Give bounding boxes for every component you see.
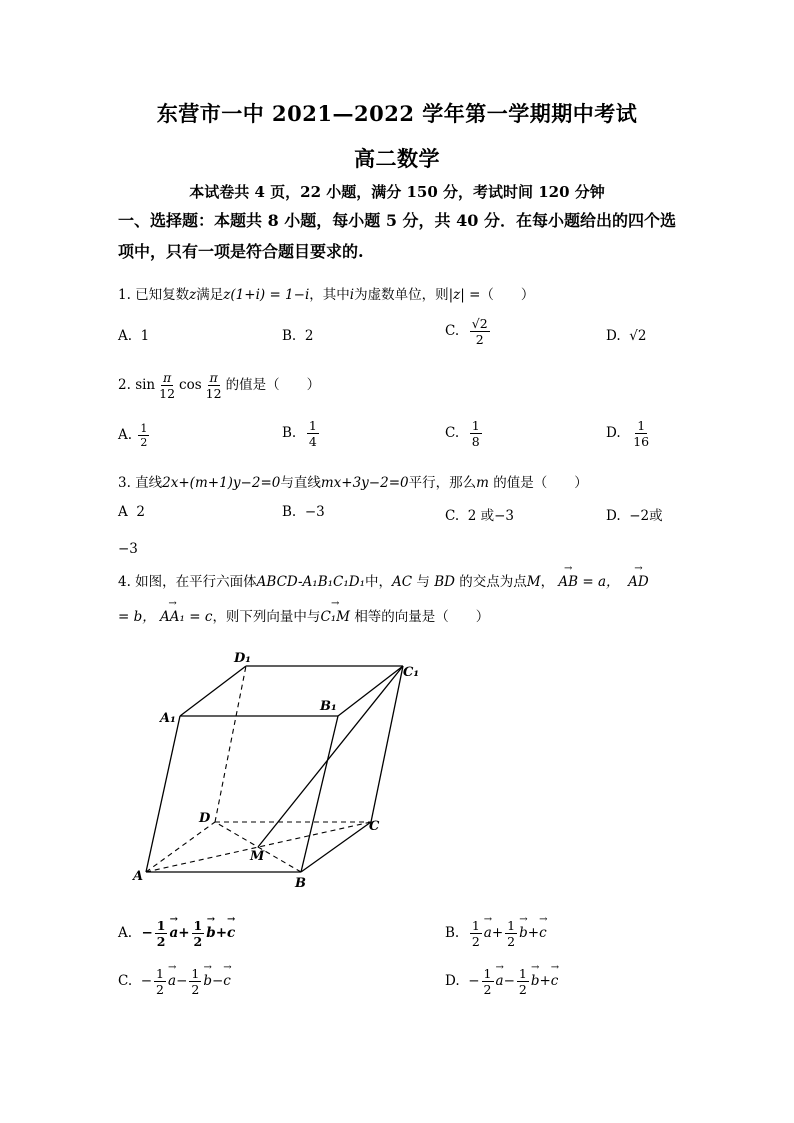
q4-point-m: M: [526, 574, 541, 590]
option-value: 2 或−3: [467, 508, 515, 524]
q4-eq-c: = c: [189, 609, 213, 625]
label-m: M: [250, 849, 265, 864]
fraction-num: 1: [140, 422, 148, 435]
edge-d-d1-hidden: [215, 666, 246, 822]
fraction-den: 2: [471, 934, 480, 949]
operator: +: [178, 925, 190, 941]
fraction-den: 4: [308, 434, 317, 449]
option-letter: B.: [282, 425, 297, 441]
q3-option-a: [118, 504, 145, 520]
option-letter: D.: [606, 425, 621, 441]
fraction-den: 2: [156, 982, 164, 997]
option-letter: A.: [118, 925, 133, 941]
vector-c: → c: [551, 973, 559, 989]
fraction-num: 1: [471, 418, 480, 433]
q1-option-b: [282, 328, 313, 344]
fraction: [505, 918, 517, 949]
q4-text: 的交点为点: [459, 574, 527, 590]
diagonal-b-d-hidden: [215, 822, 301, 872]
fraction-num: 1: [156, 966, 164, 981]
q3-text: 的值是（ ）: [493, 475, 588, 491]
option-value: 2: [304, 328, 314, 344]
question-1: [118, 283, 534, 303]
expr-sign: −: [140, 973, 153, 989]
q3-option-d-wrap: −3: [118, 541, 138, 557]
option-letter: D.: [606, 508, 621, 524]
q1-var-i: i: [349, 287, 355, 303]
q4-text: ，则下列向量中与: [212, 609, 321, 625]
operator: +: [527, 925, 540, 941]
fraction-den: 2: [507, 934, 516, 949]
fraction-den: 2: [156, 934, 166, 949]
q3-line-2: mx+3y−2=0: [320, 475, 409, 491]
label-c: C: [369, 819, 380, 834]
fraction-den: 2: [518, 982, 527, 997]
operator: +: [215, 925, 227, 941]
vector-c: → c: [223, 973, 231, 989]
option-letter: A: [118, 504, 128, 520]
q1-answer-paren: （ ）: [480, 287, 535, 303]
fraction: [154, 966, 166, 997]
q3-option-c: [445, 504, 514, 524]
q4-solid-name: ABCD-A₁B₁C₁D₁: [256, 574, 366, 590]
option-letter: D.: [606, 328, 621, 344]
expr-sign: −: [141, 925, 153, 941]
question-3: [118, 471, 588, 491]
edge-a1-d1: [180, 666, 246, 716]
edge-c-c1: [371, 666, 403, 822]
expr-sign: −: [468, 973, 480, 989]
label-d: D: [199, 811, 211, 826]
option-letter: C.: [118, 973, 133, 989]
option-letter: B.: [282, 504, 297, 520]
q1-text: ，其中: [309, 287, 350, 303]
q2-option-c: [445, 418, 484, 449]
label-d1: D₁: [234, 651, 251, 666]
edge-b1-c1: [338, 666, 403, 716]
q3-var-m: m: [476, 475, 489, 491]
fraction-num: 1: [637, 418, 646, 433]
q4-vector-aa1: → AA₁: [160, 609, 185, 625]
question-2: [118, 370, 320, 401]
q1-text: 1. 已知复数: [118, 287, 190, 303]
fraction-num: 1: [507, 918, 516, 933]
q4-option-c: [118, 966, 231, 997]
vector-b: → b: [531, 973, 540, 989]
operator: +: [539, 973, 551, 989]
option-value: −2或: [629, 508, 663, 524]
fraction: [307, 418, 319, 449]
exam-subject: 高二数学: [354, 146, 440, 171]
q4-eq-b: = b，: [118, 609, 156, 625]
option-value: 1: [140, 328, 150, 344]
q2-text: 的值是（ ）: [225, 377, 321, 393]
q2-option-b: [282, 418, 321, 449]
diagonal-a-c-hidden: [146, 822, 371, 872]
fraction: [470, 418, 482, 449]
q1-option-a: [118, 328, 149, 344]
question-4-line-2: [118, 605, 489, 625]
vector-b: → b: [203, 973, 212, 989]
exam-title: 东营市一中 2021—2022 学年第一学期期中考试: [156, 101, 638, 126]
q4-option-a: [118, 918, 235, 949]
fraction-den: 2: [140, 436, 148, 449]
q2-number: 2.: [118, 377, 131, 393]
edge-a-d-hidden: [146, 822, 215, 872]
fraction-den: 2: [475, 332, 484, 347]
q2-sin: sin: [135, 377, 156, 393]
option-letter: B.: [445, 925, 460, 941]
vector-a: → a: [484, 925, 492, 941]
q4-vector-c1m: → C₁M: [320, 609, 350, 625]
option-letter: C.: [445, 508, 460, 524]
fraction: [155, 918, 168, 949]
q4-text: 4. 如图，在平行六面体: [118, 574, 257, 590]
fraction: [189, 966, 201, 997]
vector-c: → c: [539, 925, 547, 941]
edge-a-a1: [146, 716, 180, 872]
fraction: [517, 966, 529, 997]
q2-option-a: [118, 422, 151, 449]
fraction-num: 1: [191, 966, 200, 981]
q4-text: 中，: [365, 574, 393, 590]
vector-c: → c: [227, 925, 235, 941]
fraction: [138, 422, 149, 449]
option-value: 2: [136, 504, 145, 520]
fraction-num: 1: [518, 966, 527, 981]
vector-a: → a: [496, 973, 504, 989]
option-letter: A.: [118, 328, 133, 344]
fraction-num: √2: [471, 316, 488, 331]
q1-text: 满足: [196, 287, 224, 303]
operator: −: [176, 973, 188, 989]
fraction: [482, 966, 494, 997]
q4-bd: BD: [434, 574, 455, 590]
fraction: [204, 370, 224, 401]
question-4-line-1: [118, 570, 649, 590]
fraction: [157, 370, 177, 401]
fraction-num: 1: [471, 918, 480, 933]
fraction-den: 12: [205, 386, 222, 401]
option-value: √2: [629, 328, 647, 344]
fraction-num: π: [162, 370, 172, 385]
label-b1: B₁: [320, 699, 337, 714]
edge-b-b1: [301, 716, 338, 872]
operator: −: [211, 973, 224, 989]
q4-text: 与: [416, 574, 430, 590]
q1-option-d: [606, 328, 646, 344]
q2-option-d: [606, 418, 653, 449]
q4-option-b: [445, 918, 547, 949]
operator: +: [491, 925, 504, 941]
fraction-num: 1: [156, 918, 166, 933]
option-letter: C.: [445, 323, 460, 339]
exam-note: 本试卷共 4 页，22 小题，满分 150 分，考试时间 120 分钟: [189, 183, 605, 201]
fraction-num: 1: [483, 966, 492, 981]
fraction-den: 8: [471, 434, 480, 449]
vector-b: → b: [206, 925, 215, 941]
q4-vector-ab: → AB: [558, 574, 578, 590]
section-1-heading: 一、选择题：本题共 8 小题，每小题 5 分，共 40 分．在每小题给出的四个选项中，只有一项是符合题目要求的.: [118, 211, 676, 261]
label-c1: C₁: [403, 665, 420, 680]
edge-b-c: [301, 822, 371, 872]
q3-option-d: [606, 504, 663, 524]
option-letter: B.: [282, 328, 297, 344]
q3-text: 与直线: [280, 475, 321, 491]
q3-line-1: 2x+(m+1)y−2=0: [162, 475, 281, 491]
option-value: −3: [304, 504, 325, 520]
q1-abs-z: |z| =: [448, 287, 481, 303]
option-letter: C.: [445, 425, 460, 441]
q1-text: 为虚数单位，则: [354, 287, 449, 303]
q4-ac: AC: [392, 574, 413, 590]
fraction-den: 2: [191, 982, 200, 997]
operator: −: [503, 973, 515, 989]
q1-equation: z(1+i) = 1−i: [223, 287, 310, 303]
q3-text: 平行，那么: [408, 475, 477, 491]
vector-b: → b: [519, 925, 528, 941]
fraction-num: π: [209, 370, 218, 385]
q4-option-d: [445, 966, 558, 997]
q4-text: ，: [540, 574, 555, 590]
fraction: [192, 918, 205, 949]
label-b: B: [295, 876, 306, 891]
q3-text: 3. 直线: [118, 475, 163, 491]
label-a: A: [133, 869, 144, 884]
fraction: [470, 316, 490, 347]
option-letter: A.: [118, 427, 133, 443]
segment-c1-m: [258, 666, 403, 847]
q3-option-b: [282, 504, 325, 520]
fraction: [470, 918, 482, 949]
q4-eq-a: = a，: [582, 574, 620, 590]
fraction: [631, 418, 651, 449]
vector-a: → a: [168, 973, 176, 989]
q1-var-z: z: [189, 287, 197, 303]
vector-a: → a: [169, 925, 178, 941]
option-letter: D.: [445, 973, 460, 989]
q2-cos: cos: [179, 377, 202, 393]
q1-option-c: [445, 316, 492, 347]
q4-text: 相等的向量是（ ）: [354, 609, 490, 625]
fraction-den: 2: [483, 982, 492, 997]
fraction-num: 1: [308, 418, 317, 433]
fraction-den: 16: [633, 434, 650, 449]
fraction-den: 12: [159, 386, 176, 401]
fraction-num: 1: [193, 918, 203, 933]
label-a1: A₁: [160, 711, 176, 726]
q4-vector-ad: → AD: [628, 574, 649, 590]
fraction-den: 2: [193, 934, 203, 949]
